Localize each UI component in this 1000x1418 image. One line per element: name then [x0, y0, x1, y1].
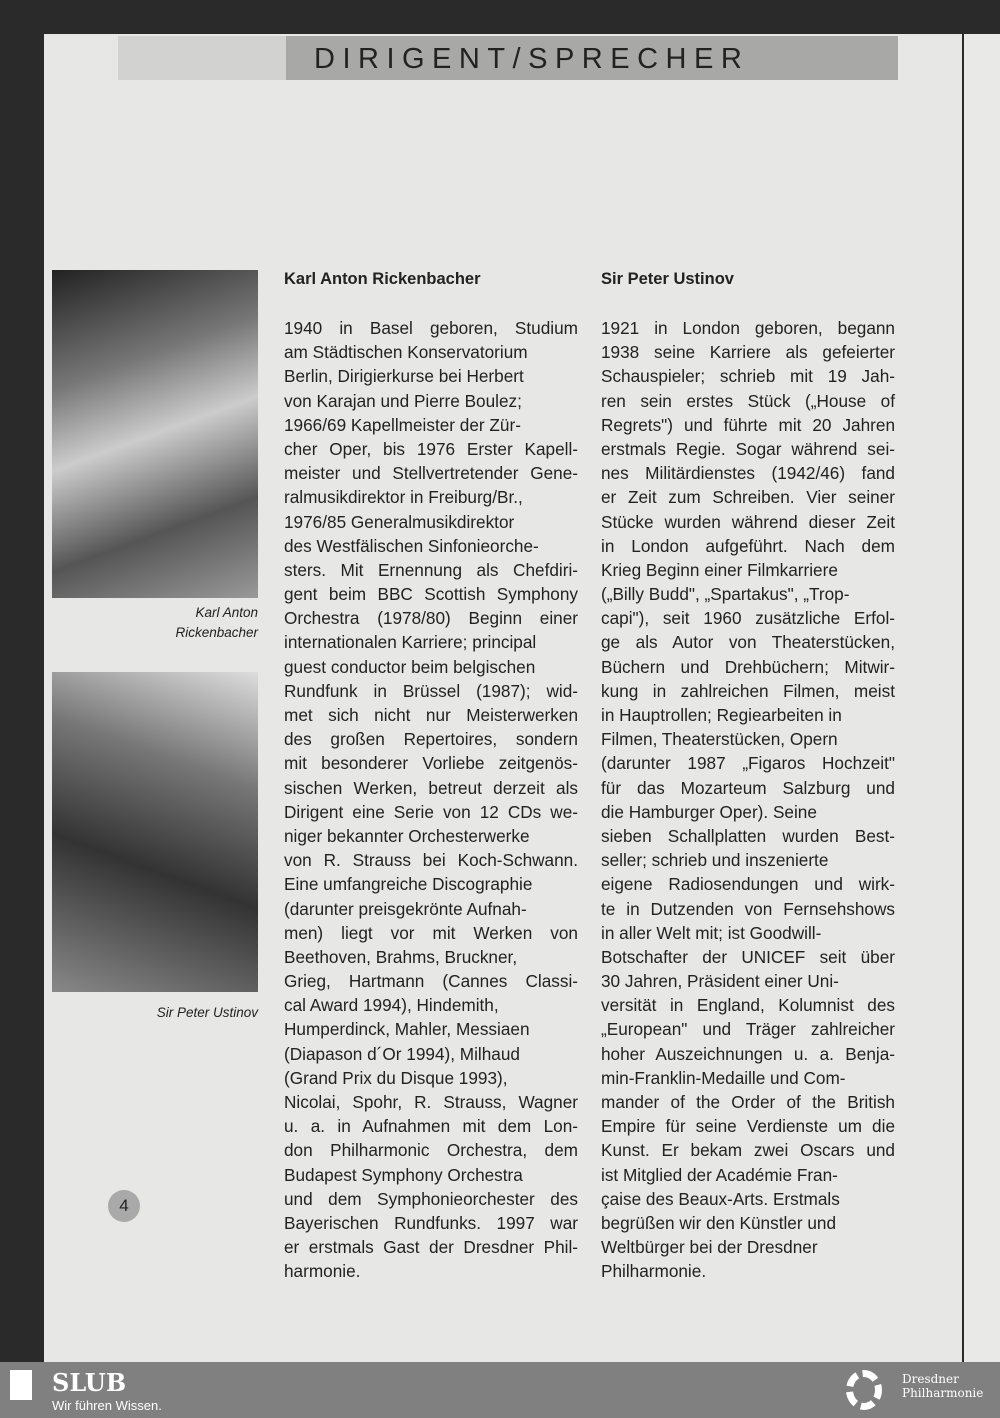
text-line: des großen Repertoires, sondern — [284, 729, 578, 750]
text-line: 1976/85 Generalmusikdirektor — [284, 511, 515, 532]
text-line: Budapest Symphony Orchestra — [284, 1164, 523, 1185]
text-line-row — [601, 776, 895, 800]
text-line: 1966/69 Kapellmeister der Zür- — [284, 414, 521, 435]
text-line: am Städtischen Konservatorium — [284, 342, 528, 363]
text-line: ge als Autor von Theaterstücken, — [601, 632, 895, 653]
text-line-row — [284, 389, 578, 413]
text-line-row — [284, 655, 578, 679]
text-line-row — [601, 606, 895, 630]
text-line: don Philharmonic Orchestra, dem — [284, 1140, 578, 1161]
text-line: Weltbürger bei der Dresdner — [601, 1237, 818, 1258]
text-line: Büchern und Drehbüchern; Mitwir- — [601, 656, 895, 677]
text-line-row — [284, 993, 578, 1017]
text-line: Empire für seine Verdienste um die — [601, 1116, 895, 1137]
text-line-row — [601, 582, 895, 606]
text-line: 1921 in London geboren, begann — [601, 318, 895, 338]
text-line: von Karajan und Pierre Boulez; — [284, 390, 522, 411]
text-line-row — [601, 364, 895, 388]
text-line-row — [284, 703, 578, 727]
text-line: Dirigent eine Serie von 12 CDs we- — [284, 801, 578, 822]
text-line: guest conductor beim belgischen — [284, 656, 536, 677]
text-line: sters. Mit Ernennung als Chefdiri- — [284, 559, 578, 580]
caption-ustinov: Sir Peter Ustinov — [156, 1005, 258, 1020]
text-line-row — [284, 727, 578, 751]
text-line-row — [284, 751, 578, 775]
text-line-row — [601, 679, 895, 703]
text-line: Schauspieler; schrieb mit 19 Jah- — [601, 366, 895, 387]
partner-line: Dresdner — [902, 1372, 959, 1386]
text-line: (darunter 1987 „Figaros Hochzeit" — [601, 753, 895, 774]
article-body — [601, 316, 895, 1284]
text-line: sieben Schallplatten wurden Best- — [601, 825, 895, 846]
text-line-row — [601, 437, 895, 461]
text-line-row — [601, 413, 895, 437]
text-line-row — [284, 1066, 578, 1090]
text-line-row — [601, 655, 895, 679]
text-line-row — [601, 461, 895, 485]
text-line-row — [284, 340, 578, 364]
text-line: Nicolai, Spohr, R. Strauss, Wagner — [284, 1092, 578, 1112]
text-line-row — [601, 1211, 895, 1235]
caption-rickenbacher — [58, 603, 258, 643]
text-line: sischen Werken, betreut derzeit als — [284, 777, 578, 798]
text-line: Eine umfangreiche Discographie — [284, 874, 533, 895]
text-line: nes Militärdienstes (1942/46) fand — [601, 463, 895, 484]
text-line-row — [601, 1163, 895, 1187]
text-line: Botschafter der UNICEF seit über — [601, 946, 895, 967]
text-line: Stücke wurden während dieser Zeit — [601, 511, 895, 532]
text-line: Filmen, Theaterstücken, Opern — [601, 729, 838, 750]
text-line-row — [284, 1017, 578, 1041]
text-line: (Diapason d´Or 1994), Milhaud — [284, 1043, 520, 1064]
text-line: kung in zahlreichen Filmen, meist — [601, 680, 895, 701]
header-band — [118, 36, 286, 80]
section-title: DIRIGENT/SPRECHER — [286, 36, 898, 80]
text-line: Berlin, Dirigierkurse bei Herbert — [284, 366, 524, 387]
text-line: u. a. in Aufnahmen mit dem Lon- — [284, 1116, 578, 1137]
text-line: begrüßen wir den Künstler und — [601, 1212, 837, 1233]
text-line-row — [284, 1235, 578, 1259]
text-line-row — [284, 413, 578, 437]
text-line-row — [284, 606, 578, 630]
photo-rickenbacher — [52, 270, 258, 598]
text-line-row — [601, 316, 895, 340]
article-heading: Sir Peter Ustinov — [601, 270, 734, 288]
text-line-row — [284, 510, 578, 534]
text-line-row — [601, 848, 895, 872]
text-line: in London aufgeführt. Nach dem — [601, 535, 895, 556]
text-line-row — [601, 727, 895, 751]
text-line: 1938 seine Karriere als gefeierter — [601, 342, 895, 363]
text-line-row — [601, 630, 895, 654]
text-line: Kunst. Er bekam zwei Oscars und — [601, 1140, 895, 1161]
text-line: und dem Symphonieorchester des — [284, 1188, 578, 1209]
text-line-row — [284, 776, 578, 800]
text-line: internationalen Karriere; principal — [284, 632, 537, 653]
text-line: Orchestra (1978/80) Beginn einer — [284, 608, 578, 629]
text-line: in Hauptrollen; Regiearbeiten in — [601, 705, 842, 725]
text-line: Humperdinck, Mahler, Messiaen — [284, 1019, 530, 1040]
text-line-row — [284, 1163, 578, 1187]
text-line: ralmusikdirektor in Freiburg/Br., — [284, 487, 523, 508]
text-line: capi"), seit 1960 zusätzliche Erfol- — [601, 608, 895, 629]
text-line-row — [284, 969, 578, 993]
text-line: hoher Auszeichnungen u. a. Benja- — [601, 1043, 895, 1064]
text-line-row — [284, 921, 578, 945]
text-line: Krieg Beginn einer Filmkarriere — [601, 559, 838, 580]
text-line-row — [601, 558, 895, 582]
text-line: erstmals Regie. Sogar während sei- — [601, 438, 895, 459]
text-line-row — [284, 437, 578, 461]
text-line: (Grand Prix du Disque 1993), — [284, 1067, 508, 1088]
text-line-row — [284, 461, 578, 485]
text-line: Bayerischen Rundfunks. 1997 war — [284, 1212, 578, 1233]
text-line-row — [284, 872, 578, 896]
text-line: cal Award 1994), Hindemith, — [284, 995, 499, 1016]
text-line-row — [284, 1187, 578, 1211]
text-line-row — [601, 1187, 895, 1211]
text-line-row — [284, 582, 578, 606]
text-line-row — [601, 1235, 895, 1259]
text-line-row — [284, 364, 578, 388]
text-line: 30 Jahren, Präsident einer Uni- — [601, 971, 839, 992]
text-line: des Westfälischen Sinfonieorche- — [284, 535, 539, 556]
text-line: (darunter preisgekrönte Aufnah- — [284, 898, 527, 919]
slub-logo-text[interactable]: SLUB — [52, 1368, 127, 1397]
text-line-row — [284, 1259, 578, 1283]
text-line-row — [601, 703, 895, 727]
text-line-row — [284, 897, 578, 921]
text-line-row — [601, 534, 895, 558]
text-line-row — [284, 1042, 578, 1066]
text-line: in aller Welt mit; ist Goodwill- — [601, 922, 822, 943]
philharmonie-logo-icon — [846, 1370, 882, 1410]
text-line: ist Mitglied der Académie Fran- — [601, 1164, 838, 1185]
text-line-row — [601, 800, 895, 824]
text-line-row — [601, 1114, 895, 1138]
text-line: Rundfunk in Brüssel (1987); wid- — [284, 680, 578, 701]
text-line: ren sein erstes Stück („House of — [601, 390, 895, 411]
caption-line: Karl Anton — [195, 605, 258, 620]
photo-ustinov — [52, 672, 258, 992]
text-line-row — [284, 1138, 578, 1162]
text-line-row — [284, 1211, 578, 1235]
text-line: mander of the Order of the British — [601, 1092, 895, 1112]
text-line: min-Franklin-Medaille und Com- — [601, 1067, 846, 1088]
text-line: „European" und Träger zahlreicher — [601, 1019, 895, 1040]
page-number: 4 — [108, 1190, 140, 1222]
text-line-row — [601, 945, 895, 969]
text-line: von R. Strauss bei Koch-Schwann. — [284, 850, 578, 871]
text-line: gent beim BBC Scottish Symphony — [284, 584, 578, 605]
text-line-row — [601, 1138, 895, 1162]
text-line: harmonie. — [284, 1261, 361, 1282]
article-body — [284, 316, 578, 1284]
article-heading: Karl Anton Rickenbacher — [284, 270, 481, 288]
article-ustinov — [601, 0, 895, 1300]
text-line-row — [601, 872, 895, 896]
text-line-row — [284, 630, 578, 654]
text-line-row — [284, 1114, 578, 1138]
text-line-row — [601, 389, 895, 413]
text-line-row — [284, 1090, 578, 1114]
footer-bar — [0, 1362, 1000, 1418]
text-line-row — [601, 921, 895, 945]
caption-line: Rickenbacher — [175, 625, 258, 640]
text-line: met sich nicht nur Meisterwerken — [284, 705, 578, 725]
article-rickenbacher — [284, 0, 578, 1300]
partner-logo-text[interactable] — [902, 1372, 983, 1400]
text-line: Beethoven, Brahms, Bruckner, — [284, 946, 518, 967]
text-line: 1940 in Basel geboren, Studium — [284, 318, 578, 338]
text-line: („Billy Budd", „Spartakus", „Trop- — [601, 584, 850, 605]
text-line-row — [284, 945, 578, 969]
text-line-row — [284, 534, 578, 558]
text-line-row — [601, 510, 895, 534]
text-line: eigene Radiosendungen und wirk- — [601, 874, 895, 895]
text-line-row — [601, 1090, 895, 1114]
text-line: cher Oper, bis 1976 Erster Kapell- — [284, 438, 578, 459]
text-line: men) liegt vor mit Werken von — [284, 922, 578, 943]
text-line-row — [601, 1259, 895, 1283]
text-line-row — [601, 969, 895, 993]
text-line: Regrets") und führte mit 20 Jahren — [601, 414, 895, 435]
text-line-row — [284, 679, 578, 703]
text-line: für das Mozarteum Salzburg und — [601, 777, 895, 798]
text-line: meister und Stellvertretender Gene- — [284, 463, 578, 484]
text-line-row — [601, 1066, 895, 1090]
text-line-row — [284, 848, 578, 872]
text-line: er erstmals Gast der Dresdner Phil- — [284, 1237, 578, 1258]
slub-tagline: Wir führen Wissen. — [52, 1398, 162, 1413]
text-line: seller; schrieb und inszenierte — [601, 850, 829, 871]
partner-line: Philharmonie — [902, 1386, 984, 1400]
text-line: die Hamburger Oper). Seine — [601, 801, 817, 822]
text-line-row — [601, 897, 895, 921]
text-line: çaise des Beaux-Arts. Erstmals — [601, 1188, 840, 1209]
text-line-row — [284, 558, 578, 582]
text-line-row — [601, 1042, 895, 1066]
adjacent-page-edge — [964, 34, 1000, 1362]
slub-logo-icon — [10, 1370, 32, 1400]
text-line: Grieg, Hartmann (Cannes Classi- — [284, 971, 578, 992]
text-line-row — [284, 824, 578, 848]
text-line: niger bekannter Orchesterwerke — [284, 825, 530, 846]
text-line-row — [601, 993, 895, 1017]
text-line-row — [601, 1017, 895, 1041]
text-line-row — [601, 485, 895, 509]
text-line-row — [284, 800, 578, 824]
text-line-row — [284, 485, 578, 509]
text-line-row — [601, 824, 895, 848]
text-line-row — [601, 340, 895, 364]
text-line: Philharmonie. — [601, 1261, 707, 1282]
text-line: mit besonderer Vorliebe zeitgenös- — [284, 753, 578, 774]
text-line: er Zeit zum Schreiben. Vier seiner — [601, 487, 895, 508]
text-line: te in Dutzenden von Fernsehshows — [601, 898, 895, 919]
text-line: versität in England, Kolumnist des — [601, 995, 895, 1016]
text-line-row — [601, 751, 895, 775]
text-line-row — [284, 316, 578, 340]
